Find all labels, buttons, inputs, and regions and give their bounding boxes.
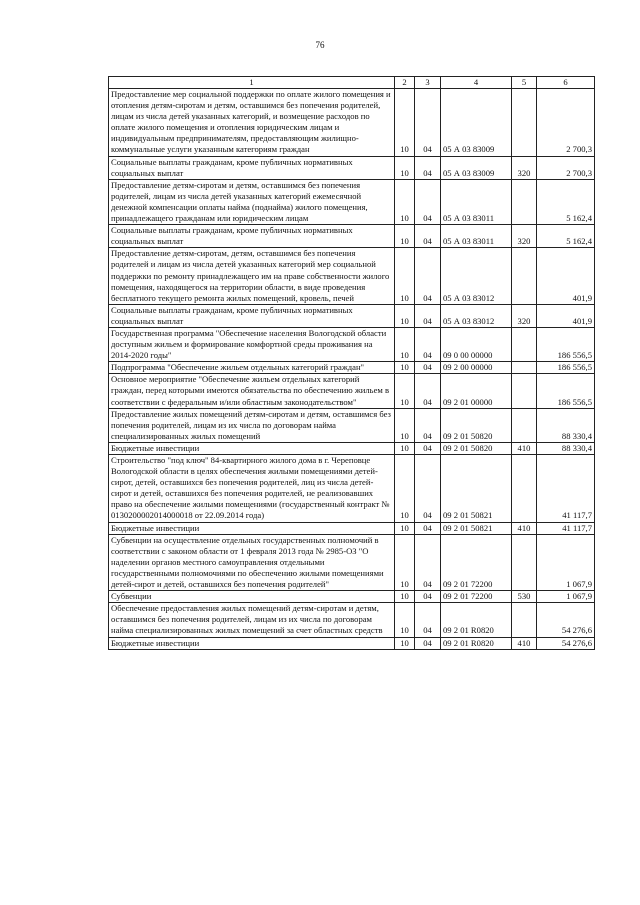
table-row	[109, 374, 595, 408]
row-name: Государственная программа "Обеспечение населения Вологодской области доступным жильем и формирование комфортной среды проживания на 2014-2020 годы"	[109, 327, 395, 361]
table-row	[109, 225, 595, 248]
row-name: Бюджетные инвестиции	[109, 522, 395, 534]
row-name: Обеспечение предоставления жилых помещений детям-сиротам и детям, оставшимся без попечения родителей, лицам из их числа по договорам найма специализированных жилых помещений за счет областных средств	[109, 603, 395, 637]
row-name: Субвенции на осуществление отдельных государственных полномочий в соответствии с законом области от 1 февраля 2013 года № 2985-ОЗ "О наделении органов местного самоуправления отдельными государственными полномочиями по обеспечению жилыми помещениями детей-сирот и детей, оставшихся без попечения родителей"	[109, 534, 395, 590]
row-target-article: 09 2 01 50820	[441, 442, 512, 454]
row-section: 10	[395, 89, 415, 157]
table-row	[109, 89, 595, 157]
row-section: 10	[395, 248, 415, 304]
row-target-article: 09 0 00 00000	[441, 327, 512, 361]
row-subsection: 04	[415, 248, 441, 304]
row-target-article: 09 2 01 50821	[441, 455, 512, 523]
row-section: 10	[395, 603, 415, 637]
row-section: 10	[395, 327, 415, 361]
row-section: 10	[395, 591, 415, 603]
row-amount: 54 276,6	[537, 637, 595, 649]
row-section: 10	[395, 362, 415, 374]
row-expense-type	[512, 362, 537, 374]
row-section: 10	[395, 455, 415, 523]
row-subsection: 04	[415, 362, 441, 374]
page-number: 76	[315, 40, 325, 50]
row-amount: 5 162,4	[537, 225, 595, 248]
row-subsection: 04	[415, 156, 441, 179]
row-name: Строительство "под ключ" 84-квартирного жилого дома в г. Череповце Вологодской области в целях обеспечения жилыми помещениями детей-сирот, детей, оставшихся без попечения родителей, лиц из числа детей-сирот и детей, оставшихся без попечения родителей, не реализовавших право на обеспечение жилыми помещениями (государственный контракт № 0130200002014000018 от 22.09.2014 года)	[109, 455, 395, 523]
row-section: 10	[395, 442, 415, 454]
row-section: 10	[395, 522, 415, 534]
row-expense-type: 320	[512, 156, 537, 179]
row-target-article: 09 2 00 00000	[441, 362, 512, 374]
row-subsection: 04	[415, 455, 441, 523]
row-subsection: 04	[415, 304, 441, 327]
table-row	[109, 637, 595, 649]
row-amount: 186 556,5	[537, 327, 595, 361]
table-row	[109, 362, 595, 374]
table-row	[109, 304, 595, 327]
row-expense-type: 320	[512, 304, 537, 327]
row-name: Предоставление детям-сиротам и детям, оставшимся без попечения родителей, лицам из числа детей указанных категорий ежемесячной денежной компенсации оплаты найма (поднайма) жилого помещения, принадлежащего гражданам или юридическим лицам	[109, 179, 395, 224]
header-col-4: 4	[441, 77, 512, 89]
row-expense-type	[512, 534, 537, 590]
row-target-article: 09 2 01 50820	[441, 408, 512, 442]
row-expense-type	[512, 455, 537, 523]
row-name: Основное мероприятие "Обеспечение жильем отдельных категорий граждан, перед которыми имеются обязательства по обеспечению жильем в соответствии с федеральным и/или областным законодательством"	[109, 374, 395, 408]
row-name: Бюджетные инвестиции	[109, 442, 395, 454]
row-amount: 401,9	[537, 304, 595, 327]
row-subsection: 04	[415, 408, 441, 442]
row-section: 10	[395, 225, 415, 248]
row-subsection: 04	[415, 179, 441, 224]
row-amount: 186 556,5	[537, 374, 595, 408]
row-amount: 186 556,5	[537, 362, 595, 374]
row-subsection: 04	[415, 637, 441, 649]
header-col-1: 1	[109, 77, 395, 89]
row-subsection: 04	[415, 603, 441, 637]
row-name: Социальные выплаты гражданам, кроме публичных нормативных социальных выплат	[109, 156, 395, 179]
row-name: Субвенции	[109, 591, 395, 603]
table-row	[109, 603, 595, 637]
row-target-article: 05 А 03 83009	[441, 89, 512, 157]
row-target-article: 05 А 03 83012	[441, 248, 512, 304]
row-subsection: 04	[415, 534, 441, 590]
row-expense-type: 410	[512, 522, 537, 534]
row-section: 10	[395, 179, 415, 224]
table-row	[109, 408, 595, 442]
row-expense-type: 530	[512, 591, 537, 603]
table-row	[109, 248, 595, 304]
row-subsection: 04	[415, 591, 441, 603]
table-row	[109, 455, 595, 523]
row-amount: 88 330,4	[537, 442, 595, 454]
budget-table	[108, 76, 595, 650]
row-expense-type	[512, 603, 537, 637]
row-amount: 401,9	[537, 248, 595, 304]
table-header-row	[109, 77, 595, 89]
row-target-article: 05 А 03 83011	[441, 179, 512, 224]
row-expense-type	[512, 248, 537, 304]
row-name: Подпрограмма "Обеспечение жильем отдельных категорий граждан"	[109, 362, 395, 374]
row-expense-type	[512, 89, 537, 157]
table-row	[109, 534, 595, 590]
row-section: 10	[395, 408, 415, 442]
row-amount: 54 276,6	[537, 603, 595, 637]
row-subsection: 04	[415, 442, 441, 454]
row-amount: 41 117,7	[537, 522, 595, 534]
row-subsection: 04	[415, 522, 441, 534]
row-name: Социальные выплаты гражданам, кроме публичных нормативных социальных выплат	[109, 225, 395, 248]
header-col-2: 2	[395, 77, 415, 89]
row-expense-type: 320	[512, 225, 537, 248]
row-subsection: 04	[415, 89, 441, 157]
row-expense-type	[512, 374, 537, 408]
row-section: 10	[395, 637, 415, 649]
row-name: Предоставление мер социальной поддержки по оплате жилого помещения и отопления детям-сиротам и детям, оставшимся без попечения родителей, лицам из числа детей указанных категорий, и возмещение расходов по оплате жилого помещения и отопления юридическим лицам и индивидуальным предпринимателям, предоставляющим жилищно-коммунальные услуги указанным категориям граждан	[109, 89, 395, 157]
row-target-article: 09 2 01 00000	[441, 374, 512, 408]
row-section: 10	[395, 156, 415, 179]
row-section: 10	[395, 304, 415, 327]
row-target-article: 09 2 01 72200	[441, 534, 512, 590]
table-row	[109, 442, 595, 454]
row-expense-type: 410	[512, 442, 537, 454]
row-amount: 41 117,7	[537, 455, 595, 523]
row-subsection: 04	[415, 327, 441, 361]
row-name: Предоставление детям-сиротам, детям, оставшимся без попечения родителей и лицам из числа детей указанных категорий мер социальной поддержки по ремонту принадлежащего им на праве собственности жилого помещения, находящегося на территории области, в виде проведения бесплатного текущего ремонта жилых помещений, кровель, печей	[109, 248, 395, 304]
row-section: 10	[395, 374, 415, 408]
row-name: Предоставление жилых помещений детям-сиротам и детям, оставшимся без попечения родителей, лицам из их числа по договорам найма специализированных жилых помещений	[109, 408, 395, 442]
row-amount: 2 700,3	[537, 156, 595, 179]
row-expense-type	[512, 408, 537, 442]
table-row	[109, 522, 595, 534]
header-col-6: 6	[537, 77, 595, 89]
table-row	[109, 591, 595, 603]
row-subsection: 04	[415, 374, 441, 408]
row-target-article: 05 А 03 83012	[441, 304, 512, 327]
header-col-5: 5	[512, 77, 537, 89]
row-amount: 1 067,9	[537, 534, 595, 590]
row-amount: 5 162,4	[537, 179, 595, 224]
row-target-article: 05 А 03 83011	[441, 225, 512, 248]
row-expense-type	[512, 179, 537, 224]
row-target-article: 09 2 01 R0820	[441, 603, 512, 637]
row-target-article: 09 2 01 72200	[441, 591, 512, 603]
row-amount: 2 700,3	[537, 89, 595, 157]
row-amount: 1 067,9	[537, 591, 595, 603]
row-expense-type	[512, 327, 537, 361]
table-row	[109, 156, 595, 179]
row-name: Социальные выплаты гражданам, кроме публичных нормативных социальных выплат	[109, 304, 395, 327]
table-row	[109, 179, 595, 224]
row-name: Бюджетные инвестиции	[109, 637, 395, 649]
table-row	[109, 327, 595, 361]
row-target-article: 05 А 03 83009	[441, 156, 512, 179]
row-target-article: 09 2 01 R0820	[441, 637, 512, 649]
header-col-3: 3	[415, 77, 441, 89]
row-subsection: 04	[415, 225, 441, 248]
table-body	[109, 89, 595, 650]
row-expense-type: 410	[512, 637, 537, 649]
row-target-article: 09 2 01 50821	[441, 522, 512, 534]
row-section: 10	[395, 534, 415, 590]
row-amount: 88 330,4	[537, 408, 595, 442]
